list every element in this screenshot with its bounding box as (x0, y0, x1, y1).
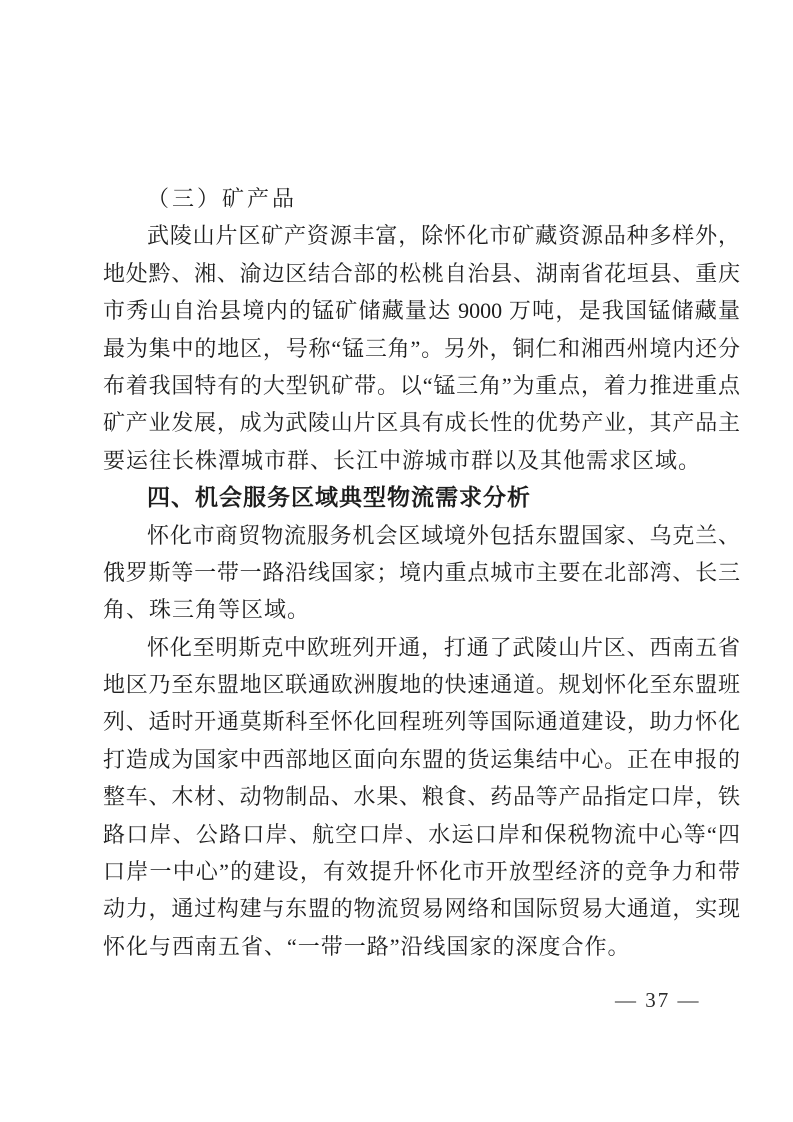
body-line: 怀化至明斯克中欧班列开通，打通了武陵山片区、西南五省 (147, 634, 740, 660)
body-line: 地处黔、湘、渝边区结合部的松桃自治县、湖南省花垣县、重庆 (103, 260, 740, 286)
body-line: 怀化与西南五省、“一带一路”沿线国家的深度合作。 (103, 933, 631, 959)
body-line: 武陵山片区矿产资源丰富，除怀化市矿藏资源品种多样外， (147, 223, 740, 249)
page-number: — 37 — (615, 988, 701, 1012)
body-line: 角、珠三角等区域。 (103, 597, 311, 623)
body-line: 路口岸、公路口岸、航空口岸、水运口岸和保税物流中心等“四 (103, 821, 740, 847)
body-line: 动力，通过构建与东盟的物流贸易网络和国际贸易大通道，实现 (103, 896, 740, 922)
body-line: 地区乃至东盟地区联通欧洲腹地的快速通道。规划怀化至东盟班 (103, 672, 740, 698)
document-body (103, 180, 740, 965)
body-line: 布着我国特有的大型钒矿带。以“锰三角”为重点，着力推进重点 (103, 372, 740, 398)
body-line: 矿产业发展，成为武陵山片区具有成长性的优势产业，其产品主 (103, 410, 740, 436)
body-line: 整车、木材、动物制品、水果、粮食、药品等产品指定口岸，铁 (103, 784, 740, 810)
body-line: 打造成为国家中西部地区面向东盟的货运集结中心。正在申报的 (103, 746, 740, 772)
body-line: 市秀山自治县境内的锰矿储藏量达 9000 万吨，是我国锰储藏量 (103, 298, 740, 324)
section-heading-demand-analysis: 四、机会服务区域典型物流需求分析 (147, 484, 531, 511)
body-line: 怀化市商贸物流服务机会区域境外包括东盟国家、乌克兰、 (147, 522, 740, 548)
body-line: 口岸一中心”的建设，有效提升怀化市开放型经济的竞争力和带 (103, 859, 740, 885)
body-line: 列、适时开通莫斯科至怀化回程班列等国际通道建设，助力怀化 (103, 709, 740, 735)
body-line: 最为集中的地区，号称“锰三角”。另外，铜仁和湘西州境内还分 (103, 335, 740, 361)
section-heading-minerals: （三）矿产品 (147, 186, 298, 211)
body-line: 要运往长株潭城市群、长江中游城市群以及其他需求区域。 (103, 447, 702, 473)
body-line: 俄罗斯等一带一路沿线国家；境内重点城市主要在北部湾、长三 (103, 559, 740, 585)
